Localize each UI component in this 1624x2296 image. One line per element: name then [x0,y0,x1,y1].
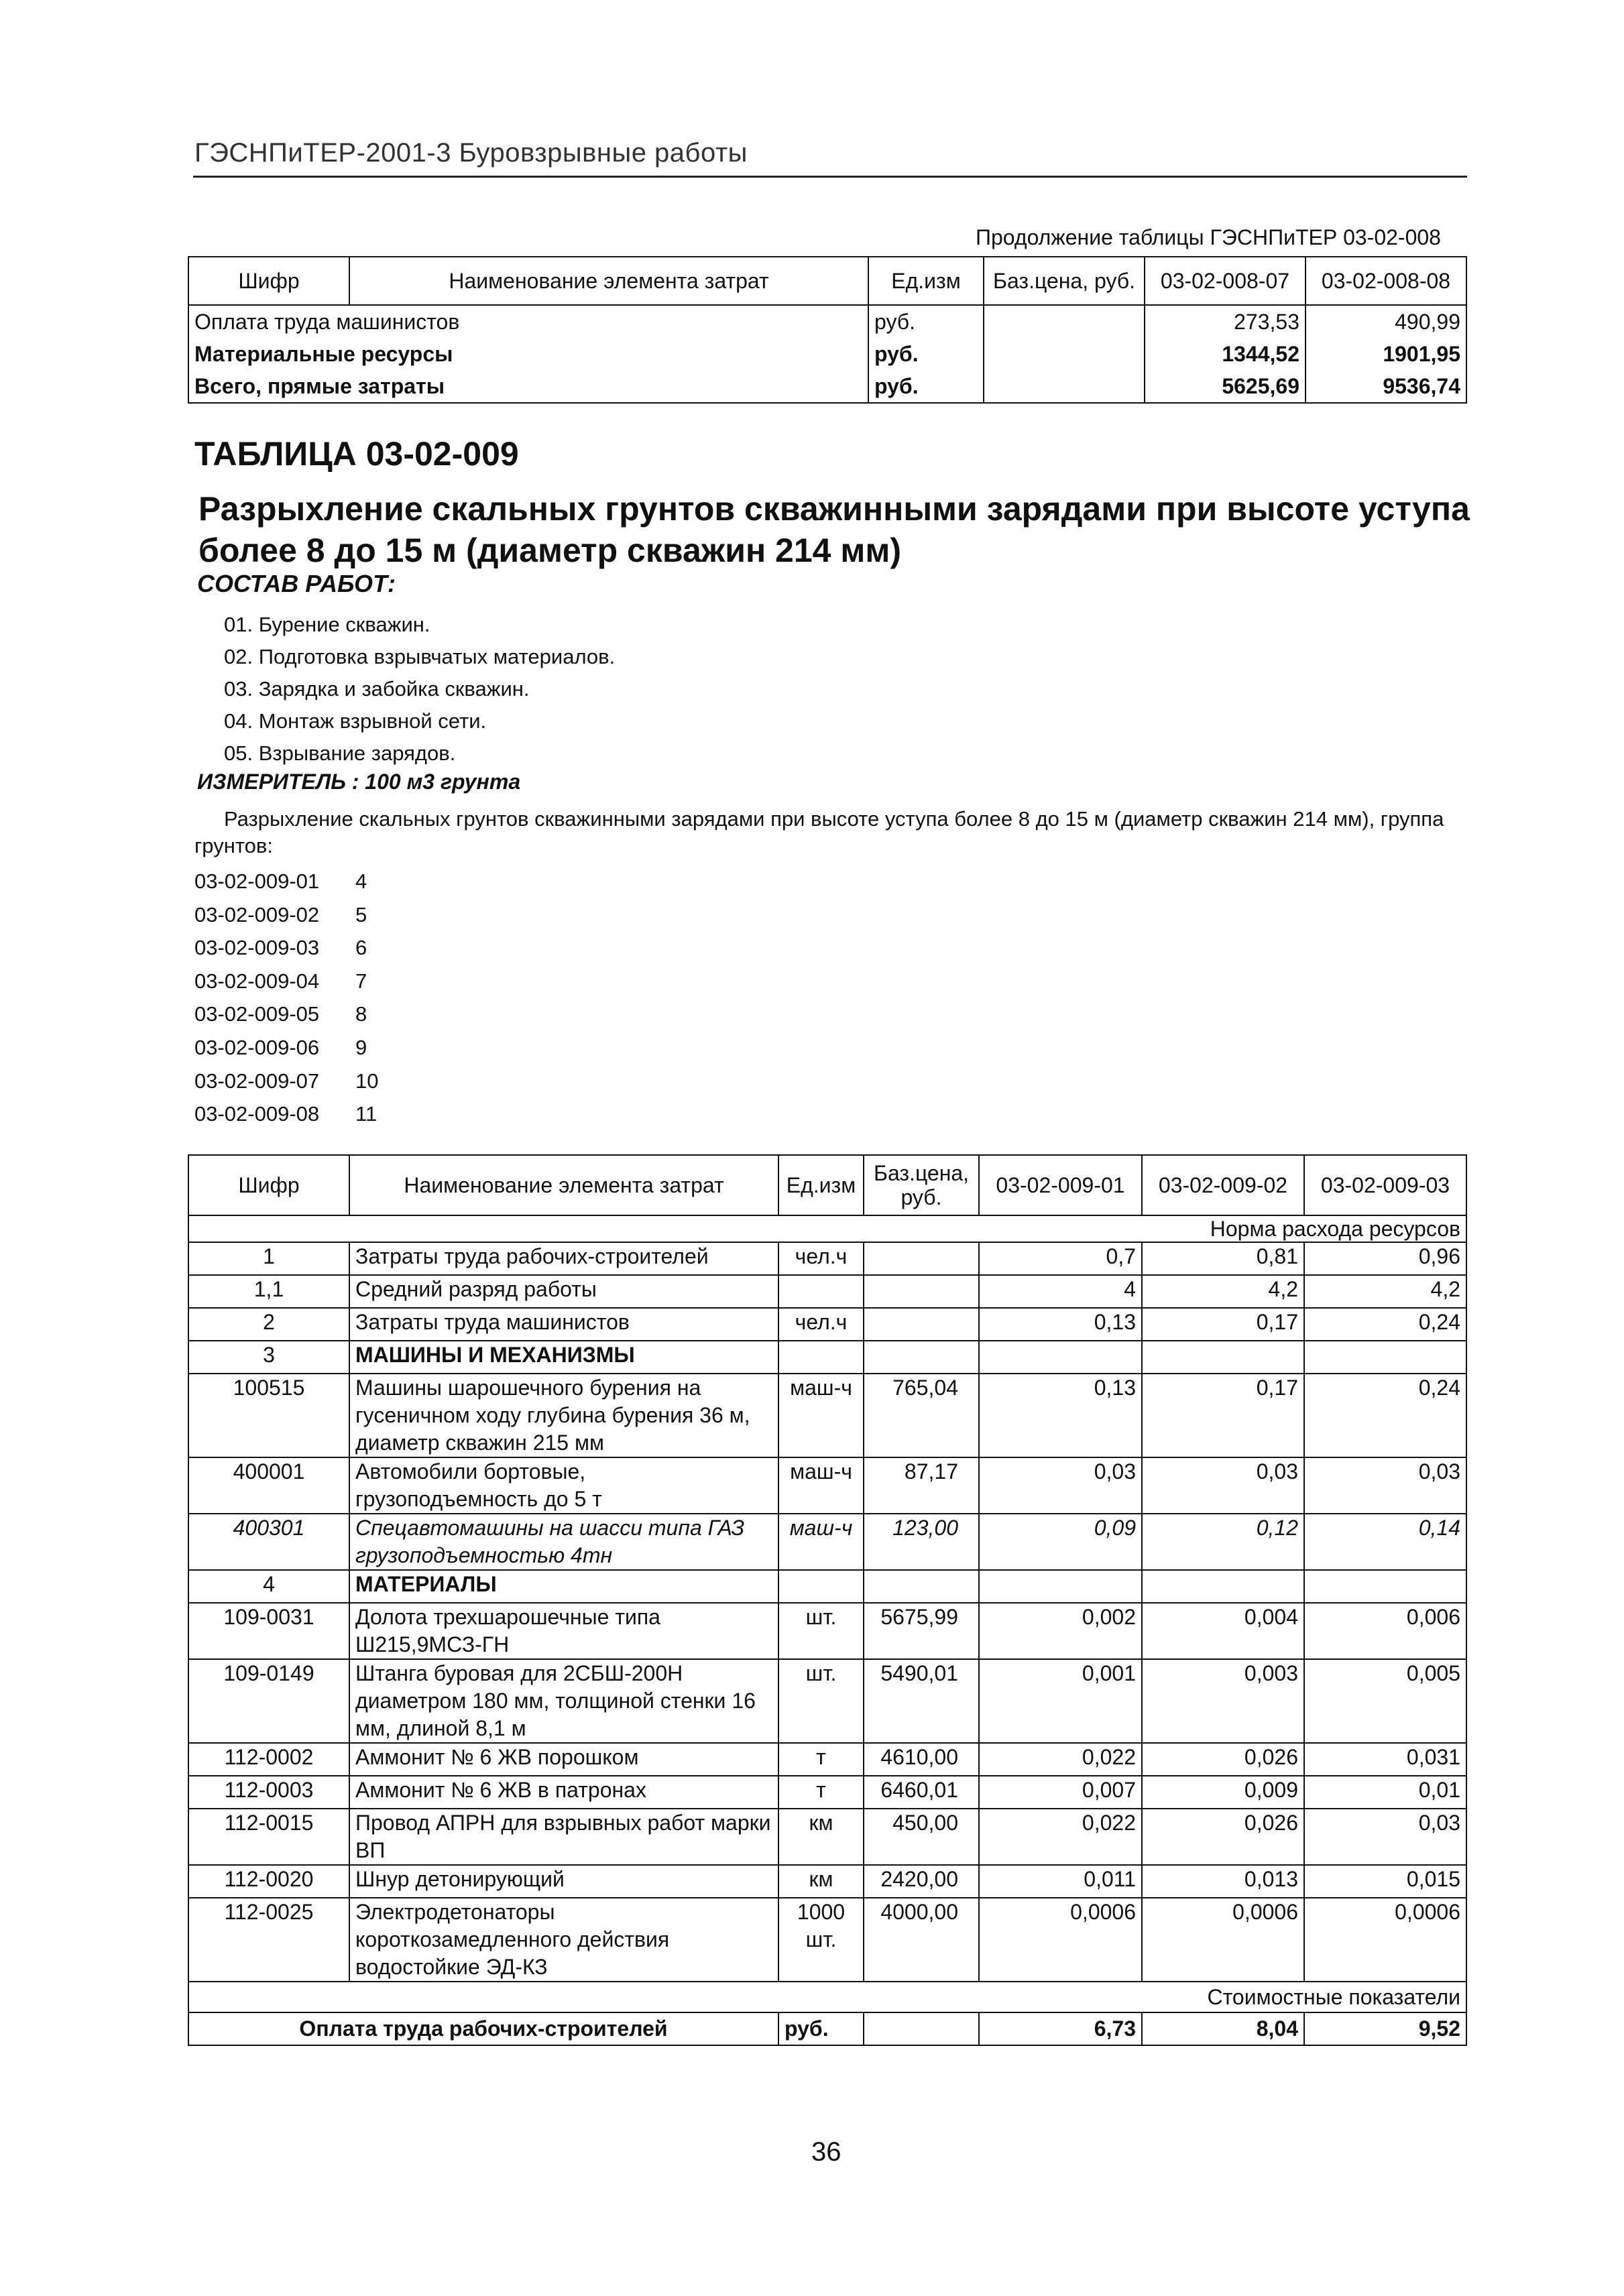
row-value [1304,1570,1466,1603]
row-value: 0,022 [979,1743,1142,1776]
row-code: 112-0025 [188,1898,349,1982]
soil-group: 5 [355,902,367,926]
row-value: 4 [979,1275,1142,1308]
continuation-table [188,256,1467,404]
work-step: 05. Взрывание зарядов. [224,741,456,765]
code: 03-02-009-01 [194,869,320,893]
row-price [864,1570,979,1603]
work-step: 01. Бурение скважин. [224,613,430,636]
row-price [984,370,1145,403]
column-header: 03-02-008-08 [1306,257,1466,305]
row-value: 0,026 [1142,1809,1304,1865]
row-code: 100515 [188,1374,349,1457]
row-value: 0,002 [979,1603,1142,1659]
row-value: 0,011 [979,1865,1142,1898]
total-value: 8,04 [1142,2012,1304,2045]
row-value: 490,99 [1306,305,1466,338]
row-unit: км [778,1865,864,1898]
continuation-caption: Продолжение таблицы ГЭСНПиТЕР 03-02-008 [976,225,1441,249]
row-unit: маш-ч [778,1457,864,1514]
row-unit: чел.ч [778,1308,864,1341]
row-unit: руб. [868,370,984,403]
row-value: 0,14 [1304,1514,1466,1570]
measurement-unit: ИЗМЕРИТЕЛЬ : 100 м3 грунта [197,770,521,794]
row-name: Автомобили бортовые, грузоподъемность до 5 т [349,1457,778,1514]
row-name: Затраты труда рабочих-строителей [349,1242,778,1275]
table-row [188,1603,1466,1659]
row-unit: 1000 шт. [778,1898,864,1982]
list-item [194,931,378,965]
row-value: 0,015 [1304,1865,1466,1898]
soil-group: 6 [355,936,367,960]
column-header: Баз.цена, руб. [864,1155,979,1215]
page-number: 36 [811,2137,842,2167]
row-value: 0,0006 [1142,1898,1304,1982]
table-row [188,338,1466,370]
row-value [1142,1341,1304,1374]
table-row [188,1308,1466,1341]
row-value: 0,03 [979,1457,1142,1514]
row-name: Долота трехшарошечные типа Ш215,9МСЗ-ГН [349,1603,778,1659]
table-row [188,1743,1466,1776]
row-value [1142,1570,1304,1603]
table-row [188,1659,1466,1743]
row-value: 0,013 [1142,1865,1304,1898]
table-row [188,1242,1466,1275]
row-value: 0,12 [1142,1514,1304,1570]
table-row [188,1341,1466,1374]
code: 03-02-009-05 [194,1002,320,1026]
row-name: Материальные ресурсы [188,338,868,370]
table-header-row [188,1155,1466,1215]
row-name: Затраты труда машинистов [349,1308,778,1341]
row-value: 0,005 [1304,1659,1466,1743]
band-costs: Стоимостные показатели [188,1982,1466,2012]
row-value: 0,96 [1304,1242,1466,1275]
row-unit [778,1275,864,1308]
running-header: ГЭСНПиТЕР-2001-3 Буровзрывные работы [194,138,748,168]
column-header: Ед.изм [778,1155,864,1215]
list-item [194,965,378,998]
column-header: Баз.цена, руб. [984,257,1145,305]
list-item [194,1031,378,1065]
code: 03-02-009-08 [194,1102,320,1126]
header-rule [193,176,1467,178]
total-row [188,2012,1466,2045]
column-header: 03-02-009-02 [1142,1155,1304,1215]
total-value: 6,73 [979,2012,1142,2045]
section-band [188,1215,1466,1242]
soil-group: 4 [355,869,367,893]
row-code: 1,1 [188,1275,349,1308]
table-row [188,1275,1466,1308]
row-name: Оплата труда машинистов [188,305,868,338]
row-price [864,1275,979,1308]
row-price [984,338,1145,370]
row-code: 112-0002 [188,1743,349,1776]
row-name: Провод АПРН для взрывных работ марки ВП [349,1809,778,1865]
table-row [188,1776,1466,1809]
row-value [979,1570,1142,1603]
code: 03-02-009-07 [194,1069,320,1093]
row-price: 6460,01 [864,1776,979,1809]
row-value: 0,022 [979,1809,1142,1865]
row-value: 1344,52 [1145,338,1306,370]
row-value: 5625,69 [1145,370,1306,403]
table-body [188,1242,1466,1982]
column-header: Шифр [188,257,349,305]
row-value: 0,13 [979,1308,1142,1341]
row-value: 0,003 [1142,1659,1304,1743]
description: Разрыхление скальных грунтов скважинными зарядами при высоте уступа более 8 до 15 м (диаметр скважин 214 мм), группа грунтов: [194,807,1444,857]
table-header-row [188,257,1466,305]
codes-list [194,865,378,1131]
row-price: 765,04 [864,1374,979,1457]
row-unit: т [778,1743,864,1776]
row-unit: шт. [778,1603,864,1659]
row-name: Электродетонаторы короткозамедленного действия водостойкие ЭД-КЗ [349,1898,778,1982]
soil-group: 11 [355,1102,378,1126]
column-header: Наименование элемента затрат [349,257,868,305]
list-item [194,998,378,1031]
table-row [188,1570,1466,1603]
list-item [194,1065,378,1098]
row-value: 0,13 [979,1374,1142,1457]
row-price: 5675,99 [864,1603,979,1659]
row-price: 123,00 [864,1514,979,1570]
code: 03-02-009-06 [194,1035,320,1059]
soil-group: 9 [355,1035,367,1059]
row-value [979,1341,1142,1374]
row-value: 1901,95 [1306,338,1466,370]
work-step: 04. Монтаж взрывной сети. [224,709,487,733]
row-unit: маш-ч [778,1374,864,1457]
table-subtitle: Разрыхление скальных грунтов скважинными зарядами при высоте уступа более 8 до 15 м (диаметр скважин 214 мм) [198,490,1470,569]
row-value: 0,006 [1304,1603,1466,1659]
row-name: МАТЕРИАЛЫ [349,1570,778,1603]
row-name: Средний разряд работы [349,1275,778,1308]
row-value: 0,03 [1304,1457,1466,1514]
row-price: 450,00 [864,1809,979,1865]
work-steps-list [224,609,615,770]
list-item [194,898,378,932]
row-price: 4000,00 [864,1898,979,1982]
row-value: 0,031 [1304,1743,1466,1776]
total-unit: руб. [778,2012,864,2045]
row-code: 3 [188,1341,349,1374]
work-composition-heading: СОСТАВ РАБОТ: [197,570,396,597]
row-code: 112-0003 [188,1776,349,1809]
row-price: 5490,01 [864,1659,979,1743]
soil-group: 8 [355,1002,367,1026]
row-value: 4,2 [1304,1275,1466,1308]
list-item [194,865,378,898]
row-name: Штанга буровая для 2СБШ-200Н диаметром 180 мм, толщиной стенки 16 мм, длиной 8,1 м [349,1659,778,1743]
soil-group: 10 [355,1069,379,1093]
row-value: 0,0006 [1304,1898,1466,1982]
row-unit: шт. [778,1659,864,1743]
row-value: 0,7 [979,1242,1142,1275]
column-header: Ед.изм [868,257,984,305]
row-code: 109-0149 [188,1659,349,1743]
row-value: 0,007 [979,1776,1142,1809]
table-row [188,1374,1466,1457]
table-row [188,1865,1466,1898]
row-name: Спецавтомашины на шасси типа ГАЗ грузоподъемностью 4тн [349,1514,778,1570]
row-value: 0,009 [1142,1776,1304,1809]
column-header: 03-02-009-03 [1304,1155,1466,1215]
code: 03-02-009-03 [194,936,320,960]
row-name: МАШИНЫ И МЕХАНИЗМЫ [349,1341,778,1374]
row-value [1304,1341,1466,1374]
table-row [188,1809,1466,1865]
row-unit: маш-ч [778,1514,864,1570]
band-norms: Норма расхода ресурсов [188,1215,1466,1242]
row-name: Аммонит № 6 ЖВ порошком [349,1743,778,1776]
row-value: 4,2 [1142,1275,1304,1308]
row-code: 400301 [188,1514,349,1570]
row-code: 4 [188,1570,349,1603]
table-row [188,305,1466,338]
row-value: 0,004 [1142,1603,1304,1659]
row-unit: чел.ч [778,1242,864,1275]
soil-group: 7 [355,969,367,993]
row-name: Шнур детонирующий [349,1865,778,1898]
row-value: 0,001 [979,1659,1142,1743]
column-header: Шифр [188,1155,349,1215]
row-code: 2 [188,1308,349,1341]
resource-norms-table [188,1154,1467,2046]
row-unit: руб. [868,305,984,338]
row-price: 87,17 [864,1457,979,1514]
work-step: 03. Зарядка и забойка скважин. [224,677,530,701]
column-header: Наименование элемента затрат [349,1155,778,1215]
table-row [188,1457,1466,1514]
row-value: 0,03 [1304,1809,1466,1865]
row-value: 0,09 [979,1514,1142,1570]
table-row [188,370,1466,403]
row-name: Аммонит № 6 ЖВ в патронах [349,1776,778,1809]
row-unit: т [778,1776,864,1809]
row-unit: км [778,1809,864,1865]
total-name: Оплата труда рабочих-строителей [188,2012,778,2045]
row-value: 0,03 [1142,1457,1304,1514]
row-code: 1 [188,1242,349,1275]
row-code: 109-0031 [188,1603,349,1659]
row-unit [778,1570,864,1603]
row-unit [778,1341,864,1374]
total-price [864,2012,979,2045]
column-header: 03-02-009-01 [979,1155,1142,1215]
list-item [194,1097,378,1131]
row-value: 0,17 [1142,1374,1304,1457]
row-code: 112-0020 [188,1865,349,1898]
row-value: 0,24 [1304,1308,1466,1341]
table-row [188,1898,1466,1982]
row-code: 400001 [188,1457,349,1514]
row-value: 0,0006 [979,1898,1142,1982]
row-value: 0,17 [1142,1308,1304,1341]
row-price [864,1308,979,1341]
row-code: 112-0015 [188,1809,349,1865]
row-price: 4610,00 [864,1743,979,1776]
total-value: 9,52 [1304,2012,1466,2045]
row-name: Машины шарошечного бурения на гусеничном ходу глубина бурения 36 м, диаметр скважин 215 мм [349,1374,778,1457]
row-value: 0,24 [1304,1374,1466,1457]
code: 03-02-009-02 [194,902,320,926]
row-price [984,305,1145,338]
row-price: 2420,00 [864,1865,979,1898]
row-value: 273,53 [1145,305,1306,338]
row-price [864,1242,979,1275]
column-header: 03-02-008-07 [1145,257,1306,305]
code: 03-02-009-04 [194,969,320,993]
section-band [188,1982,1466,2012]
row-unit: руб. [868,338,984,370]
work-step: 02. Подготовка взрывчатых материалов. [224,645,616,668]
row-name: Всего, прямые затраты [188,370,868,403]
row-value: 0,026 [1142,1743,1304,1776]
row-value: 0,81 [1142,1242,1304,1275]
table-title: ТАБЛИЦА 03-02-009 [194,435,519,473]
row-value: 0,01 [1304,1776,1466,1809]
row-price [864,1341,979,1374]
row-value: 9536,74 [1306,370,1466,403]
table-row [188,1514,1466,1570]
